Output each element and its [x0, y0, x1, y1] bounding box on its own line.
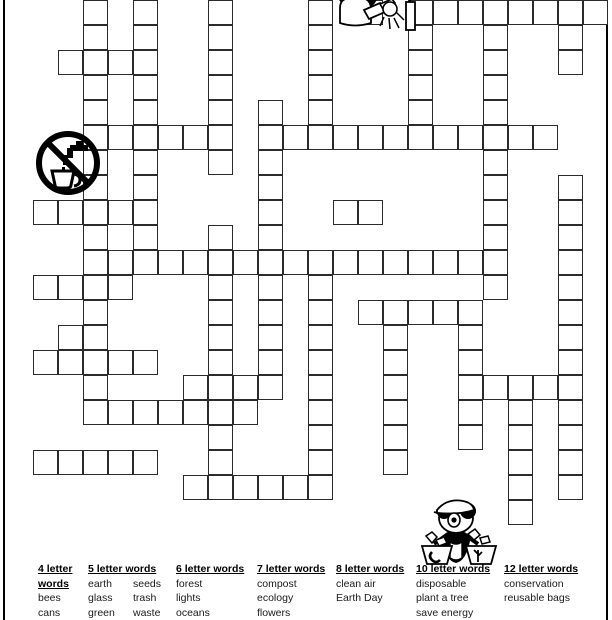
crossword-cell[interactable]	[558, 400, 583, 425]
crossword-cell[interactable]	[133, 0, 158, 25]
crossword-cell[interactable]	[208, 125, 233, 150]
word-bank-word[interactable]: reusable bags	[504, 592, 570, 605]
word-bank	[0, 562, 612, 620]
crossword-cell[interactable]	[558, 50, 583, 75]
word-bank-word[interactable]: oceans	[176, 606, 210, 619]
crossword-cell[interactable]	[558, 475, 583, 500]
crossword-cell[interactable]	[383, 325, 408, 350]
crossword-cell[interactable]	[458, 250, 483, 275]
crossword-cell[interactable]	[508, 425, 533, 450]
crossword-cell[interactable]	[83, 100, 108, 125]
crossword-cell[interactable]	[508, 400, 533, 425]
crossword-cell[interactable]	[58, 450, 83, 475]
crossword-cell[interactable]	[333, 200, 358, 225]
word-bank-word[interactable]: forest	[176, 577, 203, 590]
crossword-cell[interactable]	[583, 0, 608, 25]
crossword-cell[interactable]	[258, 300, 283, 325]
word-bank-word[interactable]: cans	[38, 606, 61, 619]
crossword-cell[interactable]	[133, 125, 158, 150]
crossword-cell[interactable]	[33, 350, 58, 375]
crossword-cell[interactable]	[433, 300, 458, 325]
crossword-cell[interactable]	[33, 200, 58, 225]
crossword-cell[interactable]	[558, 350, 583, 375]
crossword-cell[interactable]	[408, 50, 433, 75]
crossword-cell[interactable]	[408, 300, 433, 325]
crossword-cell[interactable]	[208, 75, 233, 100]
crossword-cell[interactable]	[508, 475, 533, 500]
crossword-cell[interactable]	[258, 125, 283, 150]
crossword-cell[interactable]	[208, 150, 233, 175]
crossword-cell[interactable]	[508, 0, 533, 25]
crossword-cell[interactable]	[483, 225, 508, 250]
crossword-cell[interactable]	[483, 275, 508, 300]
word-bank-word[interactable]: lights	[176, 592, 201, 605]
crossword-cell[interactable]	[483, 75, 508, 100]
crossword-cell[interactable]	[58, 275, 83, 300]
crossword-cell[interactable]	[308, 475, 333, 500]
crossword-cell[interactable]	[533, 125, 558, 150]
crossword-cell[interactable]	[383, 375, 408, 400]
crossword-cell[interactable]	[358, 250, 383, 275]
word-bank-word[interactable]: trash	[133, 592, 157, 605]
crossword-cell[interactable]	[408, 100, 433, 125]
crossword-cell[interactable]	[308, 400, 333, 425]
crossword-cell[interactable]	[283, 475, 308, 500]
word-bank-word[interactable]: green	[88, 606, 115, 619]
crossword-cell[interactable]	[133, 25, 158, 50]
crossword-cell[interactable]	[183, 400, 208, 425]
word-bank-heading: 12 letter words	[504, 563, 579, 575]
crossword-cell[interactable]	[108, 350, 133, 375]
crossword-cell[interactable]	[108, 275, 133, 300]
crossword-cell[interactable]	[208, 100, 233, 125]
crossword-cell[interactable]	[408, 250, 433, 275]
no-running-water-icon	[36, 131, 100, 195]
crossword-cell[interactable]	[308, 125, 333, 150]
crossword-cell[interactable]	[208, 300, 233, 325]
word-bank-heading: 6 letter words	[176, 563, 245, 575]
crossword-cell[interactable]	[308, 325, 333, 350]
crossword-cell[interactable]	[83, 25, 108, 50]
crossword-cell[interactable]	[183, 475, 208, 500]
crossword-cell[interactable]	[158, 250, 183, 275]
crossword-cell[interactable]	[83, 350, 108, 375]
crossword-cell[interactable]	[483, 125, 508, 150]
word-bank-word[interactable]: save energy	[416, 606, 474, 619]
crossword-cell[interactable]	[558, 0, 583, 25]
crossword-cell[interactable]	[458, 325, 483, 350]
crossword-cell[interactable]	[533, 0, 558, 25]
word-bank-word[interactable]: ecology	[257, 592, 294, 605]
crossword-cell[interactable]	[358, 125, 383, 150]
crossword-cell[interactable]	[183, 375, 208, 400]
crossword-cell[interactable]	[558, 250, 583, 275]
crossword-cell[interactable]	[258, 150, 283, 175]
crossword-cell[interactable]	[258, 200, 283, 225]
crossword-cell[interactable]	[158, 125, 183, 150]
character-with-recycling-bins-illustration	[404, 498, 508, 566]
crossword-cell[interactable]	[233, 400, 258, 425]
crossword-cell[interactable]	[83, 0, 108, 25]
crossword-cell[interactable]	[558, 300, 583, 325]
crossword-cell[interactable]	[408, 125, 433, 150]
crossword-cell[interactable]	[383, 450, 408, 475]
crossword-cell[interactable]	[558, 375, 583, 400]
crossword-cell[interactable]	[383, 125, 408, 150]
crossword-cell[interactable]	[458, 400, 483, 425]
crossword-cell[interactable]	[108, 450, 133, 475]
crossword-cell[interactable]	[133, 75, 158, 100]
kid-watering-plant-illustration	[318, 0, 426, 36]
crossword-cell[interactable]	[508, 500, 533, 525]
crossword-cell[interactable]	[483, 25, 508, 50]
crossword-cell[interactable]	[158, 400, 183, 425]
crossword-cell[interactable]	[208, 350, 233, 375]
word-bank-heading: 4 letter	[38, 563, 73, 575]
crossword-cell[interactable]	[83, 375, 108, 400]
word-bank-heading: 5 letter words	[88, 563, 157, 575]
crossword-cell[interactable]	[208, 0, 233, 25]
crossword-cell[interactable]	[33, 450, 58, 475]
crossword-cell[interactable]	[208, 50, 233, 75]
crossword-cell[interactable]	[183, 250, 208, 275]
crossword-cell[interactable]	[83, 400, 108, 425]
crossword-cell[interactable]	[308, 100, 333, 125]
word-bank-word[interactable]: waste	[133, 606, 161, 619]
crossword-cell[interactable]	[208, 475, 233, 500]
crossword-cell[interactable]	[133, 250, 158, 275]
crossword-cell[interactable]	[233, 375, 258, 400]
crossword-cell[interactable]	[33, 275, 58, 300]
crossword-cell[interactable]	[383, 250, 408, 275]
crossword-cell[interactable]	[558, 225, 583, 250]
crossword-cell[interactable]	[483, 375, 508, 400]
crossword-cell[interactable]	[58, 350, 83, 375]
crossword-cell[interactable]	[83, 75, 108, 100]
crossword-cell[interactable]	[258, 250, 283, 275]
crossword-cell[interactable]	[383, 300, 408, 325]
word-bank-word[interactable]: flowers	[257, 606, 291, 619]
crossword-cell[interactable]	[208, 25, 233, 50]
crossword-cell[interactable]	[458, 350, 483, 375]
crossword-cell[interactable]	[408, 75, 433, 100]
crossword-cell[interactable]	[83, 225, 108, 250]
crossword-cell[interactable]	[308, 300, 333, 325]
crossword-cell[interactable]	[133, 175, 158, 200]
crossword-cell[interactable]	[108, 50, 133, 75]
crossword-cell[interactable]	[258, 100, 283, 125]
crossword-cell[interactable]	[108, 125, 133, 150]
crossword-cell[interactable]	[108, 400, 133, 425]
crossword-cell[interactable]	[133, 400, 158, 425]
crossword-cell[interactable]	[308, 450, 333, 475]
crossword-cell[interactable]	[133, 450, 158, 475]
crossword-cell[interactable]	[558, 200, 583, 225]
crossword-cell[interactable]	[208, 375, 233, 400]
crossword-cell[interactable]	[58, 50, 83, 75]
crossword-cell[interactable]	[483, 50, 508, 75]
crossword-cell[interactable]	[283, 250, 308, 275]
crossword-cell[interactable]	[483, 0, 508, 25]
crossword-cell[interactable]	[458, 125, 483, 150]
crossword-cell[interactable]	[308, 350, 333, 375]
crossword-cell[interactable]	[383, 400, 408, 425]
crossword-cell[interactable]	[308, 275, 333, 300]
crossword-cell[interactable]	[458, 0, 483, 25]
word-bank-heading: 7 letter words	[257, 563, 326, 575]
crossword-cell[interactable]	[208, 225, 233, 250]
crossword-cell[interactable]	[483, 175, 508, 200]
crossword-cell[interactable]	[208, 250, 233, 275]
crossword-cell[interactable]	[133, 100, 158, 125]
crossword-cell[interactable]	[558, 425, 583, 450]
crossword-cell[interactable]	[108, 250, 133, 275]
crossword-cell[interactable]	[208, 275, 233, 300]
crossword-cell[interactable]	[133, 225, 158, 250]
crossword-cell[interactable]	[283, 125, 308, 150]
word-bank-word[interactable]: bees	[38, 592, 61, 605]
word-bank-word[interactable]: Earth Day	[336, 592, 383, 605]
word-bank-heading: 10 letter words	[416, 563, 491, 575]
word-bank-word[interactable]: disposable	[416, 577, 467, 590]
crossword-cell[interactable]	[83, 325, 108, 350]
crossword-cell[interactable]	[83, 200, 108, 225]
crossword-cell[interactable]	[333, 125, 358, 150]
crossword-cell[interactable]	[458, 300, 483, 325]
crossword-cell[interactable]	[258, 175, 283, 200]
word-bank-word[interactable]: earth	[88, 577, 112, 590]
crossword-cell[interactable]	[183, 125, 208, 150]
crossword-cell[interactable]	[508, 375, 533, 400]
word-bank-heading: words	[38, 577, 69, 590]
crossword-cell[interactable]	[83, 300, 108, 325]
word-bank-word[interactable]: plant a tree	[416, 592, 469, 605]
word-bank-word[interactable]: glass	[88, 592, 113, 605]
crossword-cell[interactable]	[483, 150, 508, 175]
crossword-cell[interactable]	[208, 450, 233, 475]
crossword-cell[interactable]	[383, 425, 408, 450]
word-bank-heading: 8 letter words	[336, 563, 405, 575]
crossword-cell[interactable]	[483, 200, 508, 225]
crossword-cell[interactable]	[58, 325, 83, 350]
word-bank-word[interactable]: seeds	[133, 577, 162, 590]
crossword-cell[interactable]	[258, 375, 283, 400]
crossword-cell[interactable]	[83, 50, 108, 75]
crossword-cell[interactable]	[83, 250, 108, 275]
crossword-cell[interactable]	[258, 350, 283, 375]
crossword-cell[interactable]	[208, 400, 233, 425]
crossword-cell[interactable]	[58, 200, 83, 225]
crossword-cell[interactable]	[83, 275, 108, 300]
crossword-cell[interactable]	[458, 425, 483, 450]
crossword-cell[interactable]	[483, 250, 508, 275]
crossword-cell[interactable]	[308, 250, 333, 275]
crossword-cell[interactable]	[233, 250, 258, 275]
crossword-cell[interactable]	[258, 475, 283, 500]
crossword-cell[interactable]	[308, 75, 333, 100]
crossword-cell[interactable]	[133, 350, 158, 375]
crossword-cell[interactable]	[558, 450, 583, 475]
crossword-cell[interactable]	[558, 275, 583, 300]
crossword-cell[interactable]	[558, 325, 583, 350]
crossword-cell[interactable]	[83, 450, 108, 475]
crossword-cell[interactable]	[358, 300, 383, 325]
crossword-cell[interactable]	[433, 250, 458, 275]
crossword-cell[interactable]	[308, 425, 333, 450]
crossword-cell[interactable]	[508, 450, 533, 475]
crossword-cell[interactable]	[433, 0, 458, 25]
crossword-cell[interactable]	[358, 200, 383, 225]
crossword-cell[interactable]	[233, 475, 258, 500]
crossword-cell[interactable]	[483, 100, 508, 125]
crossword-cell[interactable]	[258, 225, 283, 250]
crossword-cell[interactable]	[208, 325, 233, 350]
word-bank-word[interactable]: clean air	[336, 577, 376, 590]
crossword-cell[interactable]	[533, 375, 558, 400]
crossword-cell[interactable]	[558, 175, 583, 200]
crossword-cell[interactable]	[208, 425, 233, 450]
crossword-cell[interactable]	[383, 350, 408, 375]
crossword-cell[interactable]	[508, 125, 533, 150]
crossword-cell[interactable]	[558, 25, 583, 50]
crossword-cell[interactable]	[133, 50, 158, 75]
crossword-cell[interactable]	[308, 375, 333, 400]
word-bank-word[interactable]: compost	[257, 577, 297, 590]
word-bank-word[interactable]: conservation	[504, 577, 564, 590]
crossword-cell[interactable]	[108, 200, 133, 225]
crossword-cell[interactable]	[133, 150, 158, 175]
crossword-cell[interactable]	[133, 200, 158, 225]
crossword-cell[interactable]	[258, 275, 283, 300]
crossword-cell[interactable]	[308, 50, 333, 75]
crossword-cell[interactable]	[433, 125, 458, 150]
crossword-cell[interactable]	[333, 250, 358, 275]
crossword-cell[interactable]	[258, 325, 283, 350]
crossword-cell[interactable]	[458, 375, 483, 400]
